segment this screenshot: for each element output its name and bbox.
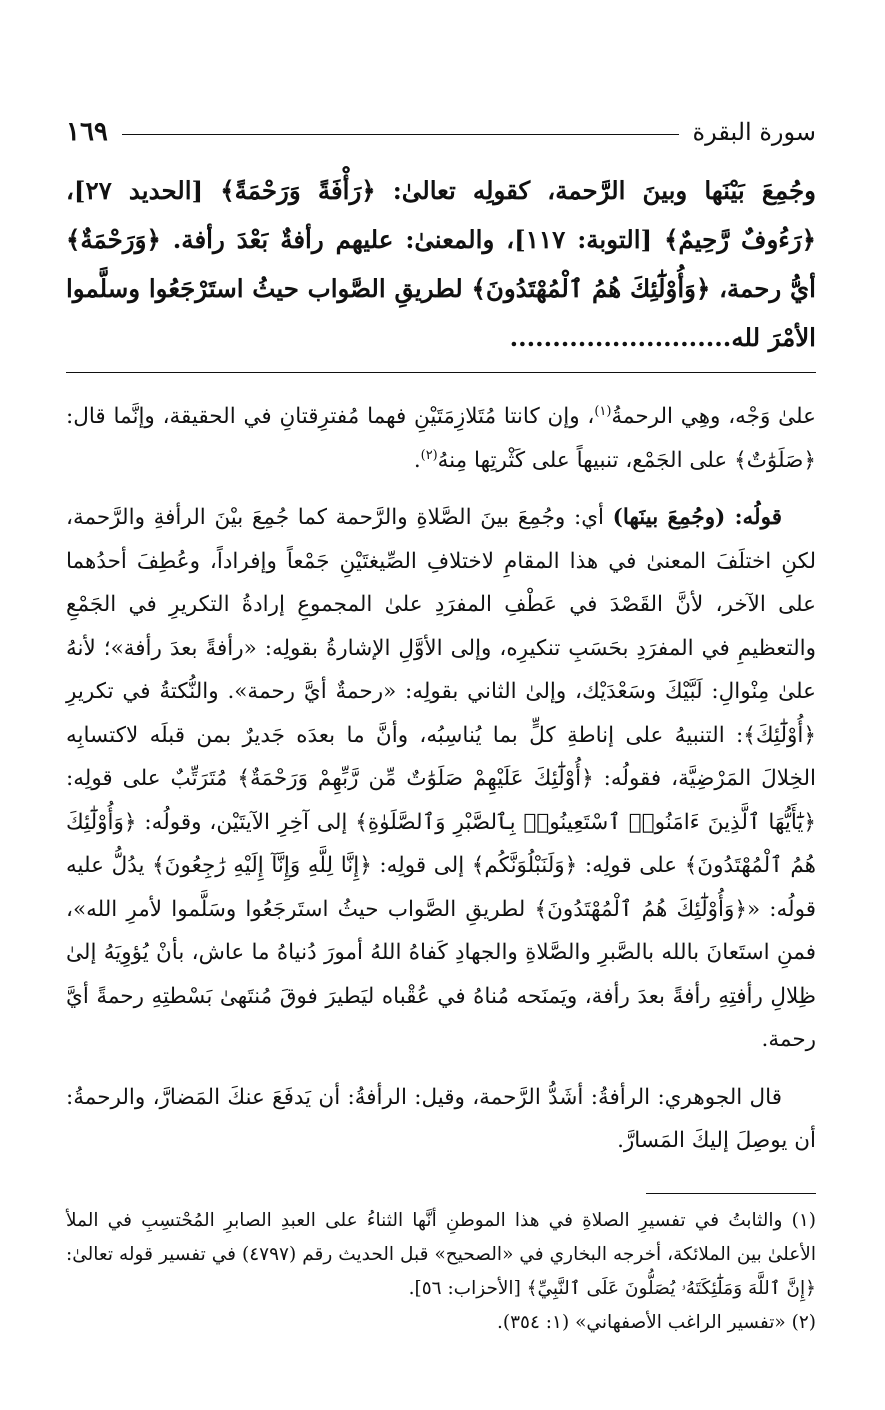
header-rule xyxy=(122,134,679,135)
book-page xyxy=(66,110,816,1340)
page-number: ١٦٩ xyxy=(66,117,108,147)
commentary-paragraph-1 xyxy=(66,395,816,482)
commentary-paragraph-3: قال الجوهري: الرأفةُ: أشَدُّ الرَّحمة، وقيل: الرأفةُ: أن يَدفَعَ عنكَ المَضارَّ، والرحمةُ: أن يوصِلَ إليكَ المَسارَّ. xyxy=(66,1084,816,1153)
commentary-p1-middle: ، وإن كانتا مُتَلازِمَتَيْنِ فهما مُفترِقتانِ في الحقيقة، وإنَّما قال: ﴿صَلَوَٰتٌ﴾ على الجَمْع، تنبيهاً على كَثْرتِها مِنهُ xyxy=(66,404,816,473)
commentary-paragraph-2 xyxy=(66,496,816,1062)
commentary-p2-body: أي: وجُمِعَ بينَ الصَّلاةِ والرَّحمة كما جُمِعَ بيْنَ الرأفةِ والرَّحمة، لكنِ اختلَفَ المعنىٰ في هذا المقامِ لاختلافِ الصِّيغتَيْنِ جَمْعاً وإفراداً، وعُطِفَ أحدُهما على الآخر، لأنَّ القَصْدَ في عَطْفِ المفرَدِ علىٰ المجموعِ إرادةُ التكريرِ في الجَمْعِ والتعظيمِ في المفرَدِ بحَسَبِ تنكيرِه، وإلى الأوَّلِ الإشارةُ بقولِه: «رأفةً بعدَ رأفة»؛ لأنهُ علىٰ مِنْوالِ: لَبَّيْكَ وسَعْدَيْك، وإلىٰ الثاني بقولِه: «رحمةٌ أيَّ رحمة». والنُّكتةُ في تكريرِ ﴿أُوْلَٰٓئِكَ﴾: التنبيهُ على إناطةِ كلٍّ بما يُناسِبُه، وأنَّ ما بعدَه جَديرٌ بمن قبلَه لاكتسابِه الخِلالَ المَرْضِيَّة، فقولُه: ﴿أُوْلَٰٓئِكَ عَلَيْهِمْ صَلَوَٰتٌ مِّن رَّبِّهِمْ وَرَحْمَةٌ﴾ مُتَرَتِّبٌ على قولِه: ﴿يَٰٓأَيُّهَا ٱلَّذِينَ ءَامَنُوا۟ ٱسْتَعِينُوا۟ بِٱلصَّبْرِ وَٱلصَّلَوٰةِ﴾ إلى آخِرِ الآيتَيْن، وقولُه: ﴿وَأُوْلَٰٓئِكَ هُمُ ٱلْمُهْتَدُونَ﴾ على قولِه: ﴿وَلَنَبْلُوَنَّكُم﴾ إلى قولِه: ﴿إِنَّا لِلَّهِ وَإِنَّآ إِلَيْهِ رَٰجِعُونَ﴾ يدُلُّ عليه قولُه: «﴿وَأُوْلَٰٓئِكَ هُمُ ٱلْمُهْتَدُونَ﴾ لطريقِ الصَّواب حيثُ استَرجَعُوا وسَلَّموا لأمرِ الله»، فمنِ استَعانَ بالله بالصَّبرِ والصَّلاةِ والجهادِ كَفاهُ اللهُ أمورَ دُنياهُ ما عاش، بأنْ يُؤوِيَهُ إلىٰ ظِلالِ رأفتِهِ رأفةً بعدَ رأفة، ويَمنَحه مُناهُ في عُقْباه ليَطيرَ فوقَ مُنتَهىٰ بَسْطتِهِ رحمةً أيَّ رحمة. xyxy=(66,505,816,1052)
commentary-quote-lead: قولُه: (وجُمِعَ بينَها) xyxy=(612,505,782,530)
footnote-1: (١) والثابتُ في تفسيرِ الصلاةِ في هذا الموطنِ أنَّها الثناءُ على العبدِ الصابرِ المُحْتسِبِ في الملأ الأعلىٰ بين الملائكة، أخرجه البخاري في «الصحيح» قبل الحديث رقم (٤٧٩٧) في تفسير قوله تعالىٰ: ﴿إِنَّ ٱللَّهَ وَمَلَٰٓئِكَتَهُۥ يُصَلُّونَ عَلَى ٱلنَّبِيِّ﴾ [الأحزاب: ٥٦]. xyxy=(66,1209,816,1299)
page-header xyxy=(66,110,816,154)
surah-title: سورة البقرة xyxy=(692,118,816,146)
matn-text: وجُمِعَ بَيْنَها وبينَ الرَّحمة، كقولِه تعالىٰ: ﴿رَأْفَةً وَرَحْمَةً﴾ [الحديد ٢٧]، ﴿رَءُوفٌ رَّحِيمٌ﴾ [التوبة: ١١٧]، والمعنىٰ: عليهم رأفةٌ بَعْدَ رأفة. ﴿وَرَحْمَةٌ﴾ أيُّ رحمة، ﴿وَأُوْلَٰٓئِكَ هُمُ ٱلْمُهْتَدُونَ﴾ لطريقِ الصَّواب حيثُ استَرْجَعُوا وسلَّموا الأمْرَ لله.......................... xyxy=(66,176,816,352)
footnote-ref-1: (١) xyxy=(594,403,612,419)
footnote-2: (٢) «تفسير الراغب الأصفهاني» (١: ٣٥٤). xyxy=(497,1311,816,1333)
commentary-p1-start: علىٰ وَجْه، وهِي الرحمةُ xyxy=(611,404,816,429)
commentary-p1-end: . xyxy=(413,447,421,473)
footnote-rule xyxy=(646,1193,816,1194)
matn-separator xyxy=(66,372,816,373)
footnote-ref-2: (٢) xyxy=(420,447,438,463)
